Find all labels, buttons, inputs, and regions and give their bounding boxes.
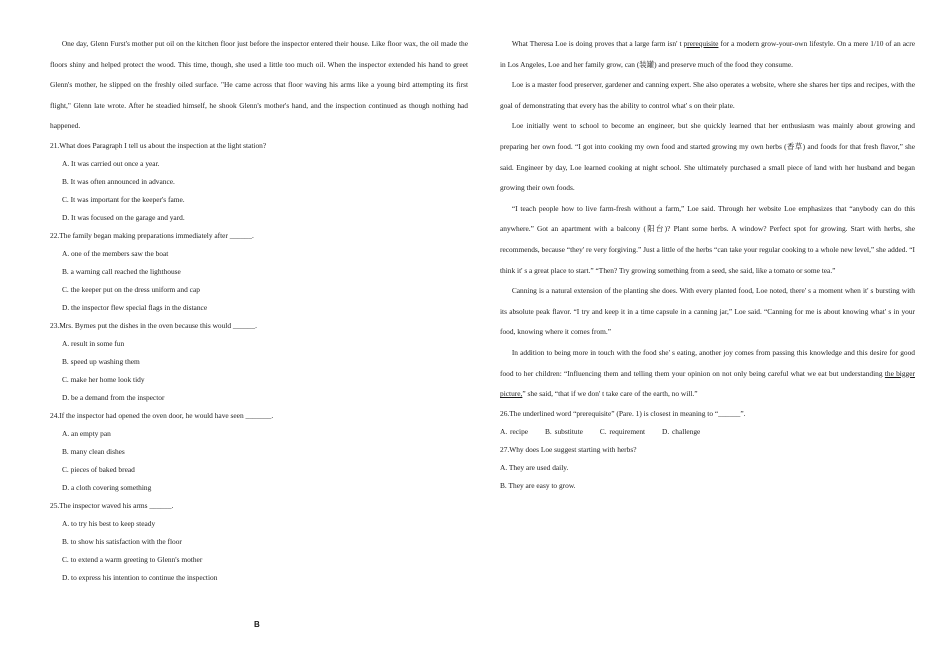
- option-a: A. one of the members saw the boat: [62, 248, 169, 258]
- passage-b-paragraph-5: Canning is a natural extension of the planting she does. With every planted food, Loe noted, there' s a moment when it' s bursting with its absolute peak flavor. “I try and keep it in a time capsule in a canning jar,” Loe said. “Canning for me is about knowing what' s in your food, knowing where it comes from.”: [500, 286, 915, 337]
- option-d: D. It was focused on the garage and yard.: [62, 212, 185, 222]
- question-22: [50, 227, 468, 317]
- question-stem: 21.What does Paragraph I tell us about the inspection at the light station?: [50, 140, 267, 150]
- option-b: B. speed up washing them: [62, 356, 140, 366]
- option-a: A. an empty pan: [62, 428, 111, 438]
- question-stem: 25.The inspector waved his arms ______.: [50, 500, 174, 510]
- passage-b-paragraph-6: In addition to being more in touch with the food she' s eating, another joy comes from passing this knowledge and this desire for good food to her children: “Influencing them and telling them your opinion on not only being careful what we eat but understanding the bigger picture,” she said, “that if we don' t take care of the earth, no will.”: [500, 347, 915, 399]
- question-stem: 24.If the inspector had opened the oven door, he would have seen _______.: [50, 410, 274, 420]
- option-b: B. They are easy to grow.: [500, 480, 576, 490]
- option-d: D. the inspector flew special flags in the distance: [62, 302, 208, 312]
- underlined-word-prerequisite: prerequisite: [683, 39, 719, 48]
- passage-b-paragraph-4: “I teach people how to live farm-fresh without a farm,” Loe said. Through her website Loe emphasizes that “anybody can do this anywhere.” Got an apartment with a balcony (阳台)? Plant some herbs. A window? Perfect spot for growing. Start with herbs, she recommends, because “they' re very forgiving.” Just a little of the herbs “can take your regular cooking to a whole new level,” she added. “I think it' s a great place to start.” “Then? Try growing something from a seed, she said, like a tomato or some tea.”: [500, 203, 915, 275]
- underlined-phrase-bigger-picture: the bigger picture,: [500, 368, 915, 399]
- right-column: [500, 34, 915, 495]
- question-25: [50, 497, 468, 587]
- option-d: D. a cloth covering something: [62, 482, 152, 492]
- option-a: A. to try his best to keep steady: [62, 518, 156, 528]
- question-27: [500, 441, 915, 495]
- question-26: [500, 405, 915, 441]
- option-d: D. be a demand from the inspector: [62, 392, 165, 402]
- option-b: B. substitute: [544, 426, 583, 436]
- section-mark-b: B: [254, 620, 260, 629]
- option-b: B. It was often announced in advance.: [62, 176, 175, 186]
- question-stem: 22.The family began making preparations immediately after ______.: [50, 230, 254, 240]
- question-stem: 26.The underlined word “prerequisite” (Pare. 1) is closest in meaning to “______”.: [500, 408, 746, 418]
- options-row: [500, 423, 915, 441]
- question-23: [50, 317, 468, 407]
- option-c: C. It was important for the keeper's fame.: [62, 194, 185, 204]
- option-d: D. to express his intention to continue the inspection: [62, 572, 218, 582]
- question-24: [50, 407, 468, 497]
- question-21: [50, 137, 468, 227]
- question-stem: 23.Mrs. Byrnes put the dishes in the oven because this would ______.: [50, 320, 257, 330]
- option-a: A. result in some fun: [62, 338, 125, 348]
- passage-a-last-paragraph: One day, Glenn Furst's mother put oil on the kitchen floor just before the inspector entered their house. Like floor wax, the oil made the floors shiny and helped protect the wood. This time, though, she used a little too much oil. When the inspector extended his hand to greet Glenn's mother, he slipped on the freshly oiled surface. "He came across that floor waving his arms like a young bird attempting its first flight," Glenn late wrote. After he steadied himself, he shook Glenn's mother's hand, and the inspection continued as though nothing had happened.: [50, 39, 468, 131]
- option-c: C. pieces of baked bread: [62, 464, 135, 474]
- option-a: A. It was carried out once a year.: [62, 158, 160, 168]
- option-c: C. the keeper put on the dress uniform and cap: [62, 284, 200, 294]
- option-b: B. to show his satisfaction with the floor: [62, 536, 182, 546]
- question-stem: 27.Why does Loe suggest starting with herbs?: [500, 444, 637, 454]
- option-c: C. requirement: [599, 426, 646, 436]
- option-b: B. a warning call reached the lighthouse: [62, 266, 181, 276]
- passage-b-paragraph-1: What Theresa Loe is doing proves that a large farm isn' t prerequisite for a modern grow-your-own lifestyle. On a mere 1/10 of an acre in Los Angeles, Loe and her family grow, can (装罐) and preserve much of the food they consume.: [500, 39, 915, 69]
- passage-b-paragraph-2: Loe is a master food preserver, gardener and canning expert. She also operates a website, where she shares her tips and recipes, with the goal of demonstrating that every has the ability to control what' s on their plate.: [500, 80, 915, 110]
- passage-b-paragraph-3: Loe initially went to school to become an engineer, but she quickly learned that her enthusiasm was mainly about growing and preparing her own food. “I got into cooking my own food and started growing my own herbs (香草) and foods for that fresh flavor,” she said. Engineer by day, Loe learned cooking at night school. She ultimately purchased a small piece of land with her husband and began growing their own foods.: [500, 121, 915, 193]
- option-a: A. They are used daily.: [500, 462, 569, 472]
- option-b: B. many clean dishes: [62, 446, 125, 456]
- option-c: C. to extend a warm greeting to Glenn's mother: [62, 554, 203, 564]
- left-column: [50, 34, 468, 587]
- option-c: C. make her home look tidy: [62, 374, 145, 384]
- option-a: A. recipe: [500, 426, 529, 436]
- option-d: D. challenge: [661, 426, 701, 436]
